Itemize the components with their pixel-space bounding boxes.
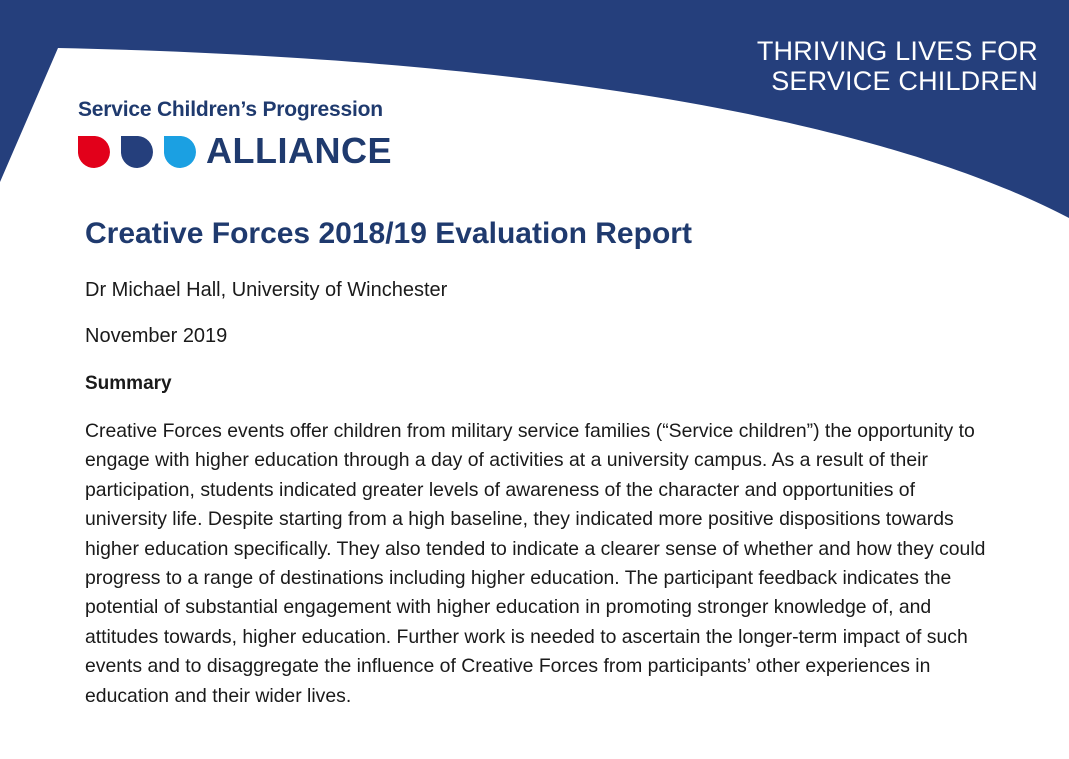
alliance-logo — [76, 96, 416, 176]
logo-alliance-word: ALLIANCE — [206, 130, 392, 171]
logo-dot-red — [78, 136, 110, 168]
report-author: Dr Michael Hall, University of Winchester — [85, 279, 448, 301]
logo-dots-icon — [76, 134, 200, 168]
summary-paragraph: Creative Forces events offer children from military service families (“Service children”) the opportunity to engage with higher education through a day of activities at a university campus. As a result of their participation, students indicated greater levels of awareness of the character and opportunities of university life. Despite starting from a high baseline, they indicated more positive dispositions towards higher education specifically. They also tended to indicate a clearer sense of whether and how they could progress to a range of destinations including higher education. The participant feedback indicates the potential of substantial engagement with higher education in promoting stronger knowledge of, and attitudes towards, higher education. Further work is needed to ascertain the longer-term impact of such events and to disaggregate the influence of Creative Forces from participants’ other experiences in education and their wider lives. — [85, 420, 986, 707]
tagline-line-2: SERVICE CHILDREN — [771, 66, 1038, 96]
logo-dot-navy — [121, 136, 153, 168]
logo-org-name: Service Children’s Progression — [78, 98, 383, 121]
tagline-line-1: THRIVING LIVES FOR — [756, 36, 1038, 66]
header-tagline — [638, 36, 1038, 96]
report-title: Creative Forces 2018/19 Evaluation Report — [85, 217, 692, 250]
summary-heading: Summary — [85, 373, 172, 394]
logo-dot-blue — [164, 136, 196, 168]
report-date: November 2019 — [85, 325, 228, 347]
